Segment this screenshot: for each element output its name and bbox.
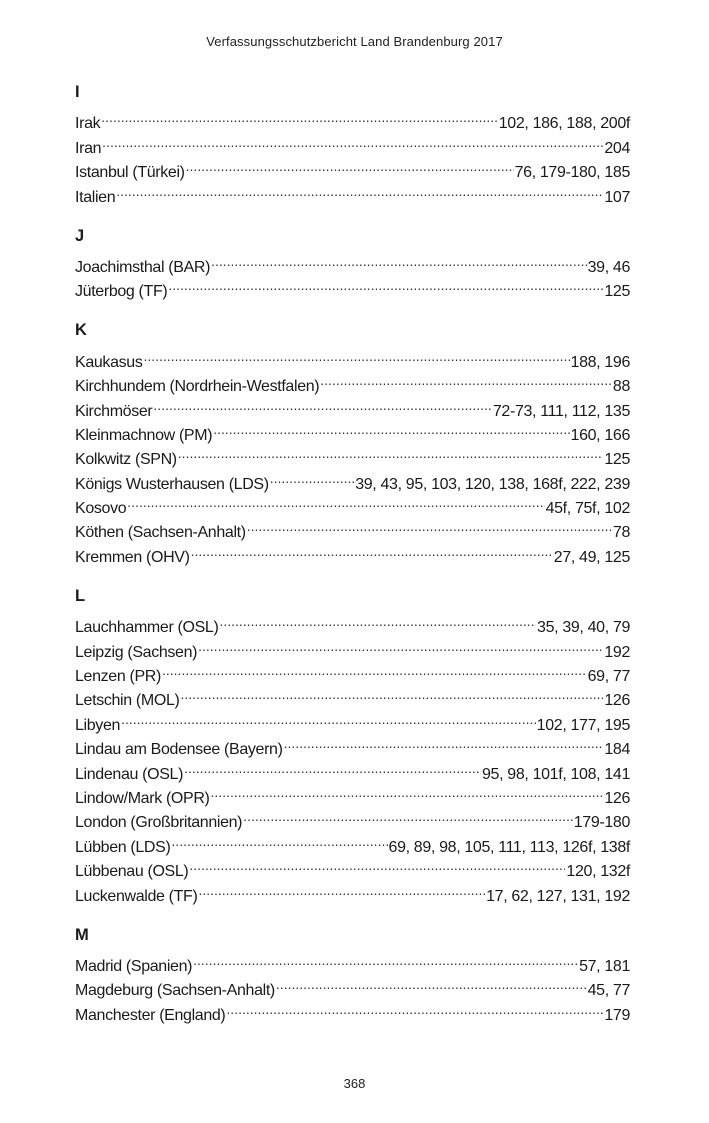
entry-pages: 126 <box>604 692 630 710</box>
dot-leader <box>198 876 485 900</box>
dot-leader <box>171 827 387 851</box>
entry-pages: 192 <box>604 643 630 661</box>
entry-pages: 179 <box>604 1006 630 1024</box>
dot-leader <box>243 803 573 827</box>
entry-name: Irak <box>75 115 101 133</box>
entry-pages: 126 <box>604 789 630 807</box>
dot-leader <box>153 391 491 415</box>
section-letter: I <box>75 83 80 101</box>
dot-leader <box>213 416 569 440</box>
dot-leader <box>143 342 569 366</box>
entry-name: Kolkwitz (SPN) <box>75 451 177 469</box>
entry-pages: 76, 179-180, 185 <box>514 164 630 182</box>
entry-name: London (Großbritannien) <box>75 814 243 832</box>
entry-pages: 69, 89, 98, 105, 111, 113, 126f, 138f <box>388 838 630 856</box>
dot-leader <box>211 248 587 272</box>
dot-leader <box>211 779 604 803</box>
index-entry <box>75 342 630 371</box>
entry-pages: 39, 46 <box>587 258 630 276</box>
index-entry <box>75 416 630 444</box>
index-entry <box>75 367 630 396</box>
entry-name: Kosovo <box>75 500 127 518</box>
dot-leader <box>101 104 497 128</box>
index-entry <box>75 947 630 975</box>
entry-pages: 102, 177, 195 <box>536 716 630 734</box>
index-entry <box>75 248 630 276</box>
entry-name: Kirchhundem (Nordrhein-Westfalen) <box>75 378 320 396</box>
entry-name: Kaukasus <box>75 353 143 371</box>
index-entry <box>75 730 630 759</box>
entry-name: Iran <box>75 139 102 157</box>
entry-pages: 69, 77 <box>587 668 630 686</box>
dot-leader <box>102 128 603 152</box>
dot-leader <box>270 464 354 488</box>
index-section-i <box>75 80 630 206</box>
dot-leader <box>226 995 603 1019</box>
dot-leader <box>116 177 603 201</box>
index-entry <box>75 177 630 206</box>
dot-leader <box>121 705 536 729</box>
entry-pages: 184 <box>604 741 630 759</box>
entry-name: Kirchmöser <box>75 402 153 420</box>
entry-pages: 188, 196 <box>570 353 630 371</box>
section-letter: J <box>75 226 85 245</box>
dot-leader <box>178 440 604 464</box>
index-entry <box>75 128 630 157</box>
dot-leader <box>127 489 544 513</box>
index-list <box>75 80 630 1042</box>
index-entry <box>75 608 630 637</box>
index-section-l <box>75 584 630 905</box>
entry-name: Kleinmachnow (PM) <box>75 426 213 444</box>
entry-name: Lindow/Mark (OPR) <box>75 789 210 807</box>
entry-pages: 102, 186, 188, 200f <box>498 115 630 133</box>
entry-pages: 204 <box>604 139 630 157</box>
entry-pages: 57, 181 <box>579 957 630 975</box>
entry-pages: 35, 39, 40, 79 <box>537 619 630 637</box>
dot-leader <box>284 730 604 754</box>
entry-name: Letschin (MOL) <box>75 692 180 710</box>
entry-name: Joachimsthal (BAR) <box>75 258 211 276</box>
dot-leader <box>198 632 603 656</box>
entry-pages: 160, 166 <box>570 426 630 444</box>
entry-name: Kremmen (OHV) <box>75 548 190 566</box>
index-section-m <box>75 923 630 1024</box>
entry-name: Luckenwalde (TF) <box>75 887 198 905</box>
entry-name: Lübben (LDS) <box>75 838 171 856</box>
section-letter: K <box>75 321 87 340</box>
dot-leader <box>180 681 603 705</box>
entry-name: Königs Wusterhausen (LDS) <box>75 475 269 493</box>
entry-pages: 88 <box>612 378 630 396</box>
entry-name: Köthen (Sachsen-Anhalt) <box>75 524 246 542</box>
dot-leader <box>276 971 587 995</box>
page-header: Verfassungsschutzbericht Land Brandenburg 2017 <box>206 34 503 49</box>
index-section-j <box>75 224 630 301</box>
page-number: 368 <box>343 1076 366 1091</box>
entry-name: Lenzen (PR) <box>75 668 161 686</box>
entry-pages: 78 <box>612 524 630 542</box>
entry-pages: 125 <box>604 283 630 301</box>
entry-pages: 120, 132f <box>566 863 630 881</box>
entry-name: Leipzig (Sachsen) <box>75 643 198 661</box>
entry-pages: 39, 43, 95, 103, 120, 138, 168f, 222, 239 <box>355 475 630 493</box>
dot-leader <box>184 754 481 778</box>
dot-leader <box>168 272 603 296</box>
entry-pages: 125 <box>604 451 630 469</box>
entry-pages: 72-73, 111, 112, 135 <box>492 402 630 420</box>
dot-leader <box>219 608 536 632</box>
entry-name: Italien <box>75 188 116 206</box>
entry-name: Magdeburg (Sachsen-Anhalt) <box>75 982 275 1000</box>
entry-name: Madrid (Spanien) <box>75 957 193 975</box>
index-entry <box>75 104 630 133</box>
dot-leader <box>247 513 612 537</box>
index-entry <box>75 705 630 734</box>
entry-name: Istanbul (Türkei) <box>75 164 185 182</box>
entry-name: Manchester (England) <box>75 1006 226 1024</box>
dot-leader <box>320 367 612 391</box>
entry-pages: 179-180 <box>573 814 630 832</box>
index-entry <box>75 391 630 420</box>
entry-pages: 17, 62, 127, 131, 192 <box>486 887 630 905</box>
entry-pages: 107 <box>604 188 630 206</box>
section-letter: L <box>75 586 86 605</box>
dot-leader <box>189 852 565 876</box>
entry-name: Lauchhammer (OSL) <box>75 619 219 637</box>
entry-name: Lindenau (OSL) <box>75 765 184 783</box>
entry-name: Lübbenau (OSL) <box>75 863 189 881</box>
dot-leader <box>191 537 553 561</box>
entry-name: Jüterbog (TF) <box>75 283 168 301</box>
index-entry <box>75 513 630 542</box>
entry-pages: 27, 49, 125 <box>553 548 630 566</box>
dot-leader <box>162 657 587 681</box>
dot-leader <box>186 153 514 177</box>
dot-leader <box>193 947 578 971</box>
entry-pages: 45, 77 <box>587 982 630 1000</box>
entry-name: Libyen <box>75 716 121 734</box>
entry-pages: 45f, 75f, 102 <box>545 500 630 518</box>
entry-pages: 95, 98, 101f, 108, 141 <box>482 765 630 783</box>
entry-name: Lindau am Bodensee (Bayern) <box>75 741 283 759</box>
index-entry <box>75 153 630 182</box>
index-section-k <box>75 318 630 566</box>
section-letter: M <box>75 925 89 944</box>
